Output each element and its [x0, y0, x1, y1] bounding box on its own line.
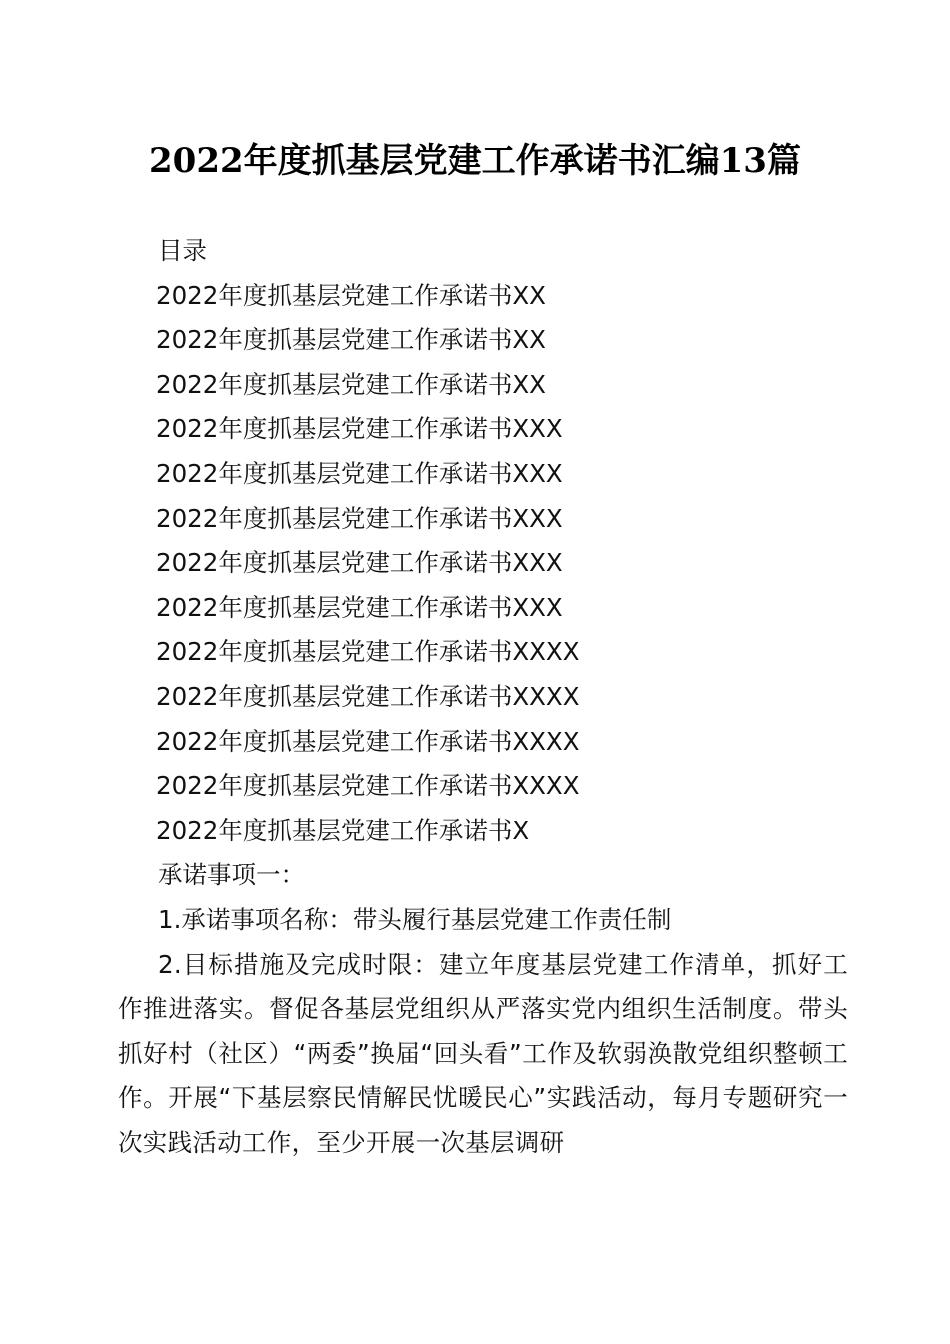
toc-list [118, 274, 848, 854]
section-heading: 承诺事项一： [158, 860, 305, 890]
toc-heading: 目录 [158, 236, 207, 265]
document-title: 2022年度抓基层党建工作承诺书汇编13篇 [149, 141, 801, 181]
toc-item: 2022年度抓基层党建工作承诺书XXX [156, 458, 563, 488]
toc-item: 2022年度抓基层党建工作承诺书XXX [156, 414, 563, 444]
toc-item: 2022年度抓基层党建工作承诺书XXXX [156, 726, 580, 756]
document-body [118, 229, 848, 1165]
toc-item: 2022年度抓基层党建工作承诺书XX [156, 369, 546, 399]
commitment-item-2: 2.目标措施及完成时限：建立年度基层党建工作清单，抓好工作推进落实。督促各基层党组织从严落实党内组织生活制度。带头抓好村（社区）“两委”换届“回头看”工作及软弱涣散党组织整顿工作。开展“下基层察民情解民忧暖民心”实践活动，每月专题研究一次实践活动工作，至少开展一次基层调研 [118, 949, 848, 1157]
toc-item: 2022年度抓基层党建工作承诺书XXXX [156, 637, 580, 667]
toc-item: 2022年度抓基层党建工作承诺书XXX [156, 592, 563, 622]
toc-item: 2022年度抓基层党建工作承诺书XX [156, 280, 546, 310]
toc-item: 2022年度抓基层党建工作承诺书XXXX [156, 771, 580, 801]
toc-item: 2022年度抓基层党建工作承诺书XX [156, 325, 546, 355]
toc-item: 2022年度抓基层党建工作承诺书XXXX [156, 681, 580, 711]
toc-item: 2022年度抓基层党建工作承诺书XXX [156, 548, 563, 578]
toc-item: 2022年度抓基层党建工作承诺书XXX [156, 503, 563, 533]
commitment-item-1: 1.承诺事项名称：带头履行基层党建工作责任制 [158, 904, 672, 934]
toc-item: 2022年度抓基层党建工作承诺书X [156, 815, 530, 845]
